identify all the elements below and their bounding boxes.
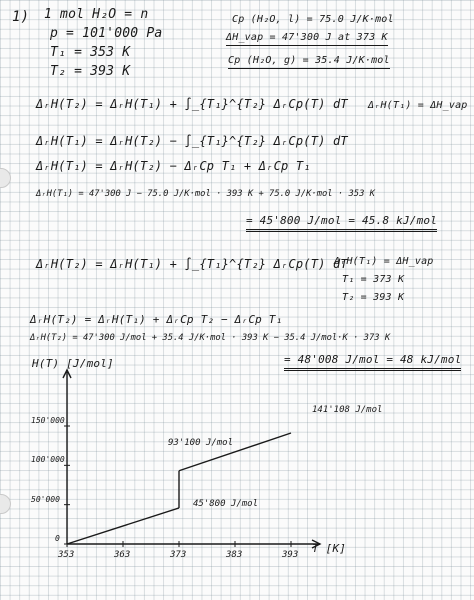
result-2: = 48'008 J/mol = 48 kJ/mol <box>284 353 461 371</box>
equation-2-line3: ΔᵣH(T₂) = 47'300 J/mol + 35.4 J/K·mol · 393 K − 35.4 J/mol·K · 373 K <box>30 333 391 343</box>
kirchhoff-equation-1: ΔᵣH(T₂) = ΔᵣH(T₁) + ∫_{T₁}^{T₂} ΔᵣCp(T) dT <box>36 97 348 111</box>
equation-1-line3: ΔᵣH(T₁) = ΔᵣH(T₂) − ΔᵣCp T₁ + ΔᵣCp T₁ <box>36 159 311 173</box>
side-t2-2: T₂ = 393 K <box>342 292 405 303</box>
annotation-141108: 141'108 J/mol <box>312 405 383 415</box>
note-vap-1: ΔᵣH(T₁) = ΔH_vap <box>368 100 468 111</box>
given-n: 1 mol H₂O = n <box>44 7 149 22</box>
cp-gas: Cp (H₂O, g) = 35.4 J/K·mol <box>228 54 390 69</box>
y-tick-label: 50'000 <box>31 494 60 504</box>
dh-vap: ΔH_vap = 47'300 J at 373 K <box>226 31 388 46</box>
y-tick-label: 0 <box>55 534 60 543</box>
given-t2: T₂ = 393 K <box>50 64 131 79</box>
x-tick-label: 393 <box>282 550 299 560</box>
equation-1-line2: ΔᵣH(T₁) = ΔᵣH(T₂) − ∫_{T₁}^{T₂} ΔᵣCp(T) dT <box>36 134 348 148</box>
y-tick-label: 150'000 <box>31 416 65 425</box>
side-t1-2: T₁ = 373 K <box>342 274 405 285</box>
x-tick-label: 363 <box>114 550 131 560</box>
x-tick-label: 383 <box>226 550 243 560</box>
given-pressure: p = 101'000 Pa <box>50 26 163 41</box>
given-t1: T₁ = 353 K <box>50 45 131 60</box>
y-axis-label: H(T) [J/mol] <box>32 357 114 370</box>
x-tick-label: 353 <box>58 550 75 560</box>
x-axis-label: T [K] <box>312 542 347 555</box>
side-vap-2: ΔᵣH(T₁) = ΔH_vap <box>334 256 434 267</box>
equation-2-line2: ΔᵣH(T₂) = ΔᵣH(T₁) + ΔᵣCp T₂ − ΔᵣCp T₁ <box>30 313 283 326</box>
cp-liquid: Cp (H₂O, l) = 75.0 J/K·mol <box>232 14 394 25</box>
enthalpy-segment <box>67 508 179 544</box>
annotation-45800: 45'800 J/mol <box>193 499 259 509</box>
y-tick-label: 100'000 <box>31 455 65 465</box>
x-tick-label: 373 <box>170 550 187 560</box>
annotation-93100: 93'100 J/mol <box>168 438 234 448</box>
problem-number: 1) <box>12 9 30 25</box>
result-1: = 45'800 J/mol = 45.8 kJ/mol <box>246 214 437 232</box>
equation-1-line4: ΔᵣH(T₁) = 47'300 J − 75.0 J/K·mol · 393 K + 75.0 J/K·mol · 353 K <box>36 189 375 199</box>
kirchhoff-equation-2: ΔᵣH(T₂) = ΔᵣH(T₁) + ∫_{T₁}^{T₂} ΔᵣCp(T) dT <box>36 257 348 271</box>
